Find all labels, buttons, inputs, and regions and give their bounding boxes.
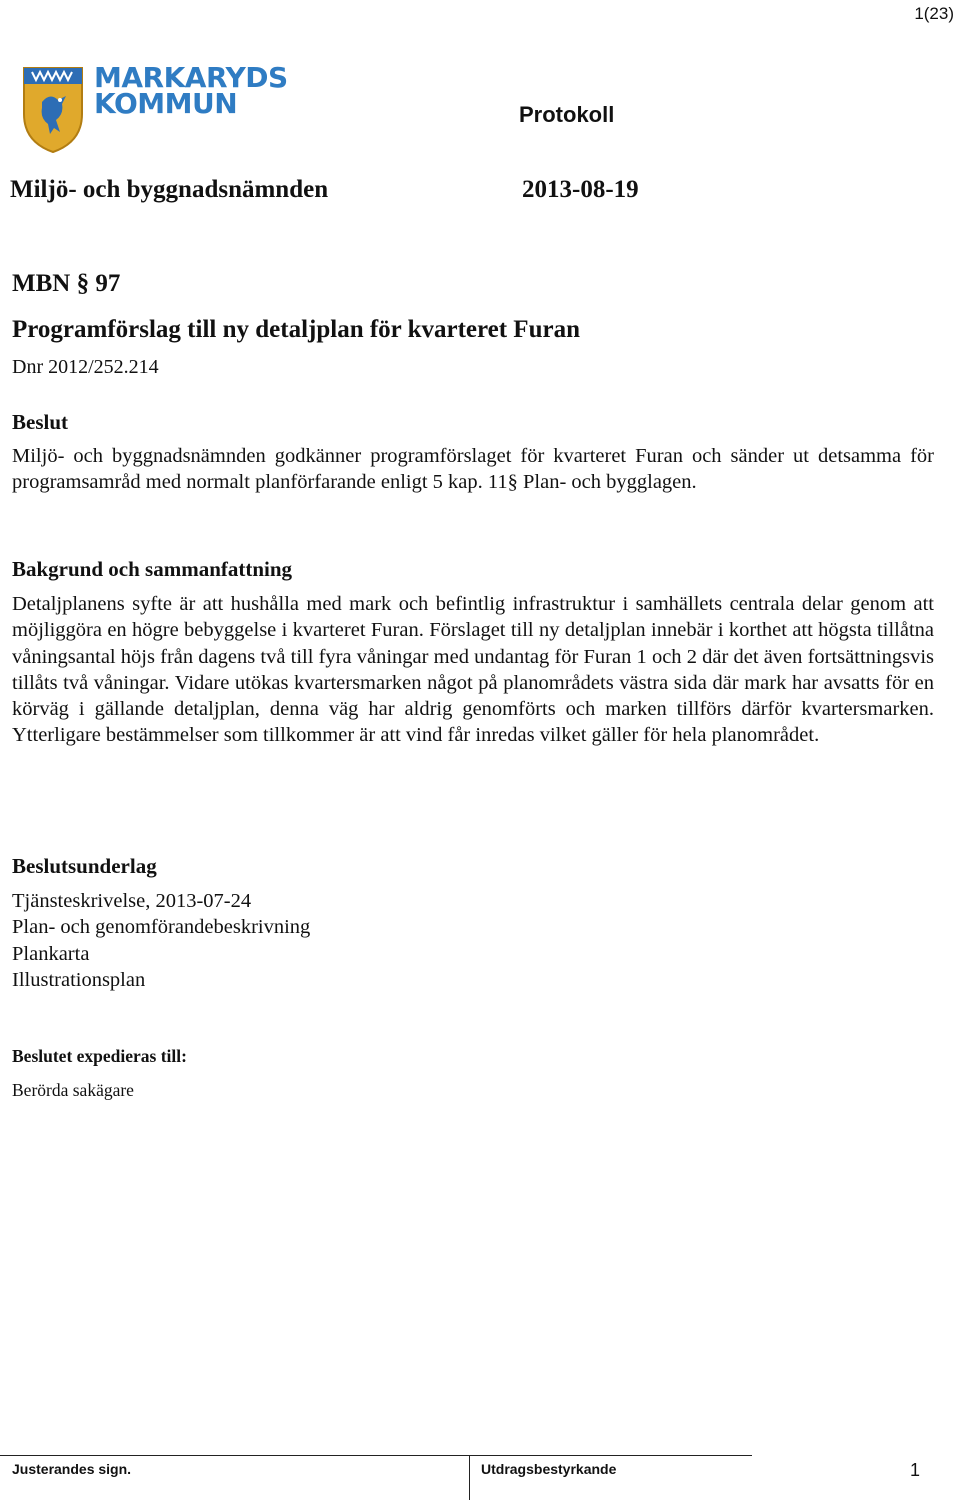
basis-heading: Beslutsunderlag [12,854,157,878]
case-title: Programförslag till ny detaljplan för kvarteret Furan [12,316,580,343]
dispatch-heading: Beslutet expedieras till: [12,1046,187,1066]
background-text: Detaljplanens syfte är att hushålla med mark och befintlig infrastruktur i samhällets centrala delar genom att möjliggöra en högre bebyggelse i kvarteret Furan. Förslaget till ny detaljplan innebär i korthet att högsta tillåtna våningsantal höjs från dagens två till fyra våningar med undantag för Furan 1 och 2 där det även fortsättningsvis tillåts två våningar. Vidare utökas kvartersmarken något på planområdets västra sida där mark har avsatts för en körväg i gällande detaljplan, denna väg har aldrig genomförts och marken tillförs därför kvartersmarken. Ytterligare bestämmelser som tillkommer är att vind får inredas vilket gäller för hela planområdet. [12,593,934,747]
basis-list [12,888,310,993]
signature-label: Justerandes sign. [12,1461,132,1477]
footer-page-number: 1 [910,1460,921,1480]
meeting-date: 2013-08-19 [522,176,639,203]
diary-number: Dnr 2012/252.214 [12,356,159,378]
basis-item: Plan- och genomförandebeskrivning [12,916,311,939]
basis-item: Tjänsteskrivelse, 2013-07-24 [12,890,252,912]
basis-item: Illustrationsplan [12,968,146,991]
document-type: Protokoll [519,102,615,127]
certification-label: Utdragsbestyrkande [481,1461,617,1477]
coat-of-arms-icon [20,62,86,154]
logo-text-markaryds: MARKARYDS [94,61,288,94]
decision-heading: Beslut [12,410,69,434]
page-counter: 1(23) [914,4,954,23]
footer-rule [0,1455,752,1456]
background-heading: Bakgrund och sammanfattning [12,557,293,581]
decision-text: Miljö- och byggnadsnämnden godkänner programförslaget för kvarteret Furan och sänder ut detsamma för programsamråd med normalt planförfarande enligt 5 kap. 11§ Plan- och bygglagen. [12,445,934,494]
basis-item: Plankarta [12,942,90,965]
paragraph-number: MBN § 97 [12,270,121,297]
dispatch-recipient: Berörda sakägare [12,1080,134,1100]
municipality-logo [20,62,320,154]
committee-name: Miljö- och byggnadsnämnden [10,176,329,203]
logo-text-kommun: KOMMUN [94,87,238,120]
footer-divider [469,1455,470,1500]
